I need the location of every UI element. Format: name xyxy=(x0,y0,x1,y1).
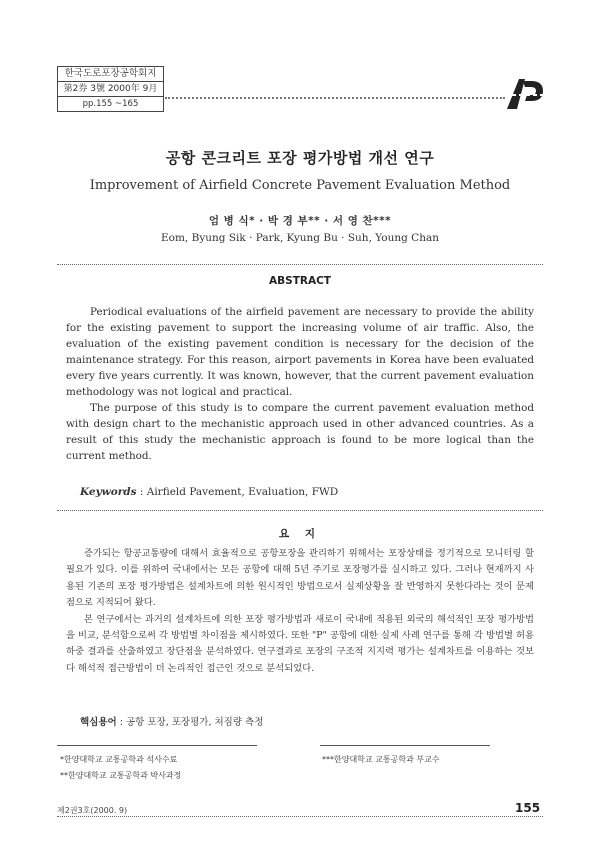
footnote-rule xyxy=(320,745,490,746)
paper-title-english: Improvement of Airfield Concrete Pavement Evaluation Method xyxy=(89,178,511,193)
summary-paragraph-2: 본 연구에서는 과거의 설계차트에 의한 포장 평가방법과 새로이 국내에 적용된 외국의 해석적인 포장 평가방법을 비교, 분석함으로써 각 방법별 차이점을 제시하였다. 또한 "P" 공항에 대한 실제 사례 연구를 통해 각 방법별 허용하중 결과를 산출하였고 장단점을 분석하였다. 연구결과로 포장의 구조적 지지력 평가는 설계차트를 이용하는 것보다 해석적 접근방법이 더 논리적인 접근인 것으로 분석되었다. xyxy=(66,613,534,674)
authors-english: Eom, Byung Sik · Park, Kyung Bu · Suh, Young Chan xyxy=(160,232,439,244)
divider xyxy=(57,510,543,511)
abstract-paragraph-1: Periodical evaluations of the airfield pavement are necessary to provide the ability for the existing pavement to support the increasing volume of air traffic. Also, the evaluation of the existing pavement condition is necessary for the decision of the maintenance strategy. For this reason, airport pavements in Korea have been evaluated every five years currently. It was known, however, that the current pavement evaluation methodology was not logical and practical. xyxy=(66,306,534,398)
footnote-1: *한양대학교 교통공학과 석사수료 xyxy=(60,755,178,764)
abstract-heading: ABSTRACT xyxy=(269,275,331,287)
page-number: 155 xyxy=(515,801,541,815)
journal-pages: pp.155 ~165 xyxy=(82,99,139,109)
keywords-korean-value: : 공항 포장, 포장평가, 처짐량 측정 xyxy=(119,717,264,728)
journal-volume: 第2券 3號 2000年 9月 xyxy=(58,82,163,97)
summary-heading: 요 지 xyxy=(279,528,321,540)
footer-line xyxy=(57,800,543,817)
footnotes-right xyxy=(322,752,440,768)
footnote-rule xyxy=(57,745,257,746)
summary-paragraph-1: 증가되는 항공교통량에 대해서 효율적으로 공항포장을 관리하기 위해서는 포장상태를 정기적으로 모니터링 할 필요가 있다. 이를 위하여 국내에서는 모든 공항에 대해 5년 주기로 포장평가를 실시하고 있다. 그러나 현재까지 사용된 기존의 포장 평가방법은 설계차트에 의한 원시적인 방법으로서 실제상황을 잘 반영하지 못한다라는 것이 문제점으로 지적되어 왔다. xyxy=(66,548,534,609)
abstract-body xyxy=(66,304,534,464)
journal-name: 한국도로포장공학회지 xyxy=(58,67,163,82)
keywords-korean-label: 핵심용어 xyxy=(80,717,117,728)
footnote-2: **한양대학교 교통공학과 박사과정 xyxy=(60,771,182,780)
header-dotted-line xyxy=(165,97,505,99)
summary-body xyxy=(66,546,534,677)
journal-info-box xyxy=(57,66,164,112)
divider xyxy=(57,264,543,265)
authors-korean: 엄 병 식* · 박 경 부** · 서 영 찬*** xyxy=(208,215,392,227)
keywords-value: : Airfield Pavement, Evaluation, FWD xyxy=(139,486,339,498)
footnote-3: ***한양대학교 교통공학과 부교수 xyxy=(322,755,440,764)
keywords-english xyxy=(80,486,540,498)
paper-title-korean: 공항 콘크리트 포장 평가방법 개선 연구 xyxy=(165,149,435,167)
footer-issue: 제2권3호(2000. 9) xyxy=(57,806,128,815)
footnotes-left xyxy=(60,752,181,784)
keywords-korean xyxy=(80,714,540,728)
keywords-label: Keywords xyxy=(80,486,137,498)
abstract-paragraph-2: The purpose of this study is to compare the current pavement evaluation method with design chart to the mechanistic approach used in other advanced countries. As a result of this study the mechanistic approach is found to be more logical than the current method. xyxy=(66,402,534,462)
journal-logo-icon xyxy=(505,75,545,111)
